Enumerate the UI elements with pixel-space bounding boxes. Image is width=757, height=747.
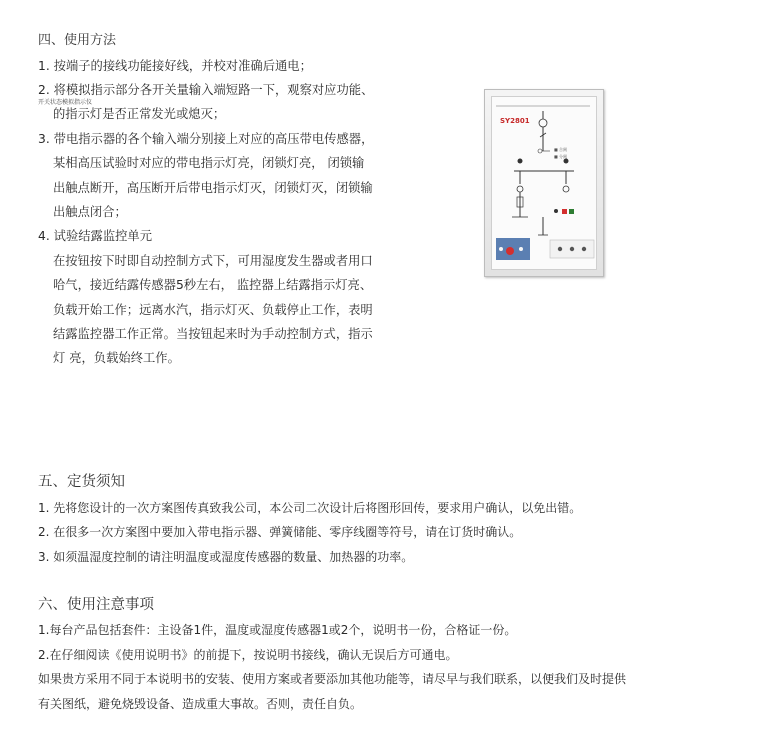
- section4-line: 在按钮按下时即自动控制方式下，可用湿度发生器或者用口: [53, 254, 373, 268]
- device-legend-on: ■ 合闸: [554, 147, 568, 152]
- section5-heading: 五、定货须知: [38, 474, 125, 490]
- section6-line: 有关图纸，避免烧毁设备、造成重大事故。否则，责任自负。: [38, 697, 363, 711]
- section6-heading: 六、使用注意事项: [38, 597, 154, 613]
- section4-line: 哈气，接近结露传感器5秒左右， 监控器上结露指示灯亮、: [53, 278, 373, 292]
- section4-line: 结露监控器工作正常。当按钮起来时为手动控制方式，指示: [53, 327, 373, 341]
- section4-line: 的指示灯是否正常发光或熄灭；: [53, 107, 226, 121]
- section5-line: 3. 如须温湿度控制的请注明温度或湿度传感器的数量、加热器的功率。: [38, 550, 414, 564]
- section5-line: 1. 先将您设计的一次方案图传真致我公司，本公司二次设计后将图形回传，要求用户确认，以免出错。: [38, 501, 582, 515]
- section4-line: 1. 按端子的接线功能接好线，并校对准确后通电；: [38, 59, 312, 73]
- section4-line: 某相高压试验时对应的带电指示灯亮，闭锁灯亮， 闭锁输: [53, 156, 365, 170]
- section4-line: 出触点闭合；: [53, 205, 127, 219]
- section6-line: 如果贵方采用不同于本说明书的安装、使用方案或者要添加其他功能等，请尽早与我们联系，以便我们及时提供: [38, 672, 627, 686]
- section4-line: 灯 亮，负载始终工作。: [53, 351, 180, 365]
- device-model: SY2801: [500, 117, 530, 125]
- section5-line: 2. 在很多一次方案图中要加入带电指示器、弹簧储能、零序线圈等符号，请在订货时确认。: [38, 525, 522, 539]
- device-legend-off: ■ 分闸: [554, 154, 568, 159]
- section4-line: 4. 试验结露监控单元: [38, 229, 153, 243]
- section4-heading: 四、使用方法: [38, 33, 117, 48]
- device-title: 开关状态模拟指示仪: [37, 99, 92, 106]
- section4-line: 负载开始工作；远离水汽，指示灯灭、负载停止工作，表明: [53, 303, 373, 317]
- section4-line: 3. 带电指示器的各个输入端分别接上对应的高压带电传感器，: [38, 132, 374, 146]
- section4-line: 出触点断开，高压断开后带电指示灯灭，闭锁灯灭，闭锁输: [53, 181, 373, 195]
- section6-line: 1.每台产品包括套件：主设备1件，温度或湿度传感器1或2个，说明书一份，合格证一份。: [38, 623, 517, 637]
- section4-line: 2. 将模拟指示部分各开关量输入端短路一下，观察对应功能、: [38, 83, 374, 97]
- section6-line: 2.在仔细阅读《使用说明书》的前提下，按说明书接线，确认无误后方可通电。: [38, 648, 458, 662]
